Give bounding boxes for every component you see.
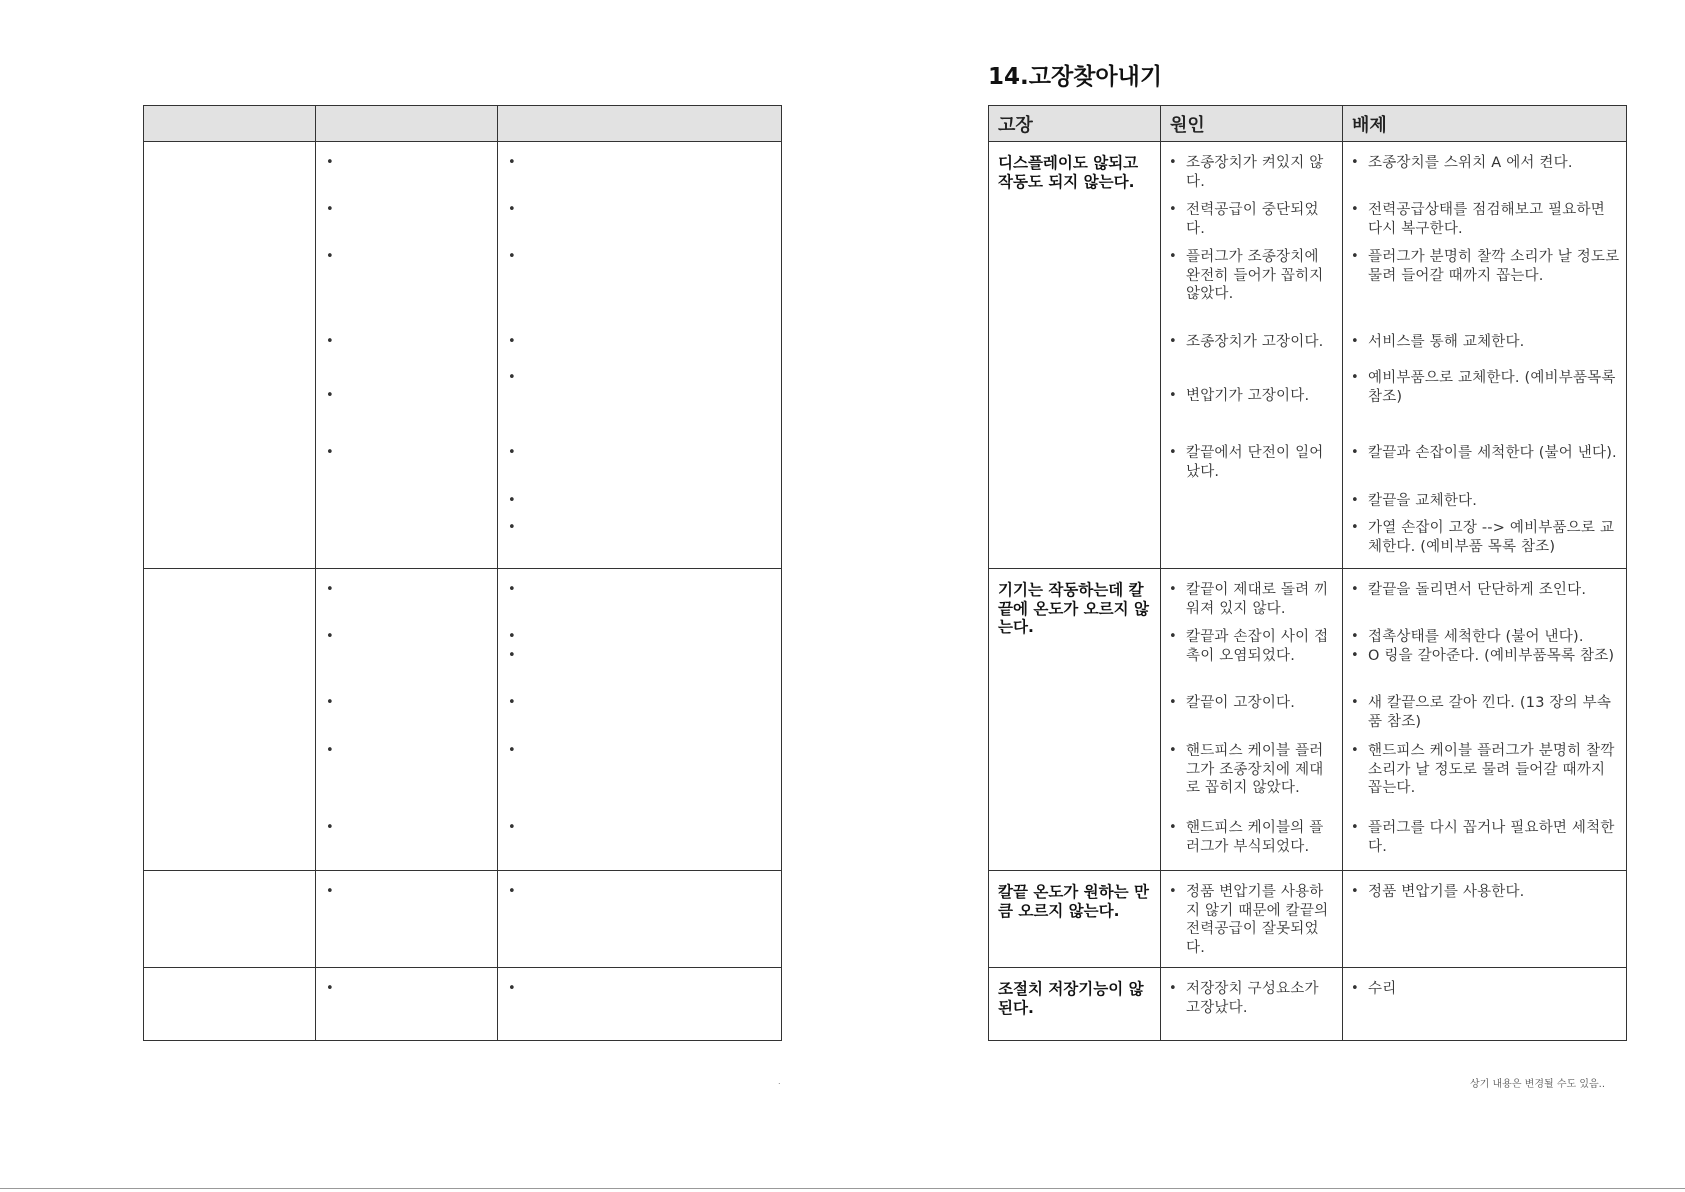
remedy-text: 칼끝을 돌리면서 단단하게 조인다. <box>1368 582 1587 598</box>
cause-text: 정품 변압기를 사용하지 않기 때문에 칼끝의 전력공급이 잘못되었다. <box>1186 884 1329 956</box>
troubleshooting-table <box>988 105 1627 1041</box>
list-item: • 정품 변압기를 사용하지 않기 때문에 칼끝의 전력공급이 잘못되었다. <box>1169 883 1336 957</box>
cause-cell <box>1161 968 1343 1041</box>
list-item: • 전력공급상태를 점검해보고 필요하면 다시 복구한다. <box>1351 201 1620 238</box>
remedy-cell <box>1343 871 1627 968</box>
list-item: • 칼끝에서 단전이 일어났다. <box>1169 444 1336 481</box>
cause-text: 칼끝에서 단전이 일어났다. <box>1186 445 1324 480</box>
cause-cell <box>1161 871 1343 968</box>
cause-text: 변압기가 고장이다. <box>1186 388 1310 404</box>
footer-note: 상기 내용은 변경될 수도 있음.. <box>1470 1079 1605 1090</box>
left-cell <box>144 968 316 1041</box>
cause-text: 핸드피스 케이블 플러그가 조종장치에 제대로 꼽히지 않았다. <box>1186 743 1324 796</box>
list-item: • 서비스를 통해 교체한다. <box>1351 333 1620 352</box>
cause-text: 전력공급이 중단되었다. <box>1186 202 1319 237</box>
left-cell: • • • • • <box>316 569 498 871</box>
remedy-text: 새 칼끝으로 갈아 낀다. (13 장의 부속품 참조) <box>1368 695 1612 730</box>
header-cause: 원인 <box>1161 106 1343 142</box>
table-header-row <box>989 106 1627 142</box>
remedy-text: 접촉상태를 세척한다 (불어 낸다). <box>1368 629 1584 645</box>
remedy-cell <box>1343 142 1627 569</box>
remedy-text: 칼끝을 교체한다. <box>1368 493 1478 509</box>
table-row <box>989 871 1627 968</box>
table-row <box>989 569 1627 871</box>
list-item: • 핸드피스 케이블 플러그가 조종장치에 제대로 꼽히지 않았다. <box>1169 742 1336 798</box>
list-item: • 핸드피스 케이블의 플러그가 부식되었다. <box>1169 819 1336 856</box>
fault-cell <box>989 142 1161 569</box>
cause-text: 핸드피스 케이블의 플러그가 부식되었다. <box>1186 820 1324 855</box>
list-item: • 정품 변압기를 사용한다. <box>1351 883 1620 902</box>
fault-text: 칼끝 온도가 원하는 만큼 오르지 않는다. <box>998 883 1149 920</box>
list-item: • 플러그를 다시 꼽거나 필요하면 세척한다. <box>1351 819 1620 856</box>
page-dot: . <box>778 1077 781 1086</box>
list-item: • 플러그가 조종장치에 완전히 들어가 꼽히지 않았다. <box>1169 248 1336 304</box>
remedy-text: 핸드피스 케이블 플러그가 분명히 찰깍 소리가 날 정도로 물려 들어갈 때까지 꼽는다. <box>1368 743 1615 796</box>
remedy-text: 플러그를 다시 꼽거나 필요하면 세척한다. <box>1368 820 1615 855</box>
cause-text: 칼끝이 제대로 돌려 끼워져 있지 않다. <box>1186 582 1329 617</box>
remedy-text: 칼끝과 손잡이를 세척한다 (불어 낸다). <box>1368 445 1617 461</box>
table-row <box>989 142 1627 569</box>
list-item: • 수리 <box>1351 980 1620 999</box>
remedy-text: 가열 손잡이 고장 --> 예비부품으로 교체한다. (예비부품 목록 참조) <box>1368 520 1615 555</box>
left-cell: • <box>498 871 782 968</box>
left-cell: • <box>498 968 782 1041</box>
remedy-text: 플러그가 분명히 찰깍 소리가 날 정도로 물려 들어갈 때까지 꼽는다. <box>1368 249 1620 284</box>
left-header-empty-1 <box>144 106 316 142</box>
list-item: • 조종장치를 스위치 A 에서 켠다. <box>1351 154 1620 173</box>
cause-cell <box>1161 569 1343 871</box>
list-item: • O 링을 갈아준다. (예비부품목록 참조) <box>1351 647 1620 666</box>
left-empty-table <box>143 105 782 1041</box>
list-item: • 조종장치가 켜있지 않다. <box>1169 154 1336 191</box>
table-row <box>989 968 1627 1041</box>
left-header-empty-2 <box>316 106 498 142</box>
cause-text: 조종장치가 고장이다. <box>1186 334 1324 350</box>
list-item: • 조종장치가 고장이다. <box>1169 333 1336 352</box>
fault-cell <box>989 968 1161 1041</box>
remedy-cell <box>1343 968 1627 1041</box>
left-header-empty-3 <box>498 106 782 142</box>
remedy-text: 정품 변압기를 사용한다. <box>1368 884 1525 900</box>
left-cell <box>144 142 316 569</box>
left-cell <box>144 569 316 871</box>
remedy-text: 서비스를 통해 교체한다. <box>1368 334 1525 350</box>
list-item: • 변압기가 고장이다. <box>1169 387 1336 406</box>
remedy-text: O 링을 갈아준다. (예비부품목록 참조) <box>1368 648 1615 664</box>
list-item: • 전력공급이 중단되었다. <box>1169 201 1336 238</box>
cause-cell <box>1161 142 1343 569</box>
remedy-cell <box>1343 569 1627 871</box>
remedy-text: 조종장치를 스위치 A 에서 켠다. <box>1368 155 1573 171</box>
remedy-text: 전력공급상태를 점검해보고 필요하면 다시 복구한다. <box>1368 202 1605 237</box>
list-item: • 칼끝과 손잡이를 세척한다 (불어 낸다). <box>1351 444 1620 463</box>
left-cell <box>144 871 316 968</box>
page-title: 14.고장찾아내기 <box>988 64 1163 90</box>
list-item: • 칼끝이 제대로 돌려 끼워져 있지 않다. <box>1169 581 1336 618</box>
fault-cell <box>989 569 1161 871</box>
cause-text: 칼끝과 손잡이 사이 접촉이 오염되었다. <box>1186 629 1329 664</box>
fault-cell <box>989 871 1161 968</box>
list-item: • 칼끝을 돌리면서 단단하게 조인다. <box>1351 581 1620 600</box>
left-cell: • • • • • • <box>316 142 498 569</box>
list-item: • 칼끝을 교체한다. <box>1351 492 1620 511</box>
left-cell: • <box>316 871 498 968</box>
list-item: • 칼끝과 손잡이 사이 접촉이 오염되었다. <box>1169 628 1336 665</box>
left-cell: • • • • • • <box>498 569 782 871</box>
fault-text: 디스플레이도 않되고 작동도 되지 않는다. <box>998 154 1139 191</box>
list-item: • 플러그가 분명히 찰깍 소리가 날 정도로 물려 들어갈 때까지 꼽는다. <box>1351 249 1620 284</box>
list-item: • 예비부품으로 교체한다. (예비부품목록 참조) <box>1351 369 1620 406</box>
header-remedy: 배제 <box>1343 106 1627 142</box>
list-item: • 핸드피스 케이블 플러그가 분명히 찰깍 소리가 날 정도로 물려 들어갈 때까지 꼽는다. <box>1351 742 1620 798</box>
cause-text: 칼끝이 고장이다. <box>1186 695 1296 711</box>
remedy-text: 수리 <box>1368 981 1397 997</box>
fault-text: 조절치 저장기능이 않된다. <box>998 980 1144 1017</box>
left-cell: • • • • • • • • <box>498 142 782 569</box>
cause-text: 저장장치 구성요소가 고장났다. <box>1186 981 1319 1016</box>
bottom-divider <box>0 1188 1685 1189</box>
cause-text: 플러그가 조종장치에 완전히 들어가 꼽히지 않았다. <box>1186 249 1324 302</box>
list-item: • 새 칼끝으로 갈아 낀다. (13 장의 부속품 참조) <box>1351 694 1620 731</box>
cause-text: 조종장치가 켜있지 않다. <box>1186 155 1324 190</box>
remedy-text: 예비부품으로 교체한다. (예비부품목록 참조) <box>1368 370 1616 405</box>
list-item: • 칼끝이 고장이다. <box>1169 694 1336 713</box>
list-item: • 가열 손잡이 고장 --> 예비부품으로 교체한다. (예비부품 목록 참조) <box>1351 519 1620 556</box>
left-cell: • <box>316 968 498 1041</box>
fault-text: 기기는 작동하는데 칼끝에 온도가 오르지 않는다. <box>998 581 1149 636</box>
list-item: • 저장장치 구성요소가 고장났다. <box>1169 980 1336 1017</box>
list-item: • 접촉상태를 세척한다 (불어 낸다). <box>1351 628 1620 647</box>
header-fault: 고장 <box>989 106 1161 142</box>
